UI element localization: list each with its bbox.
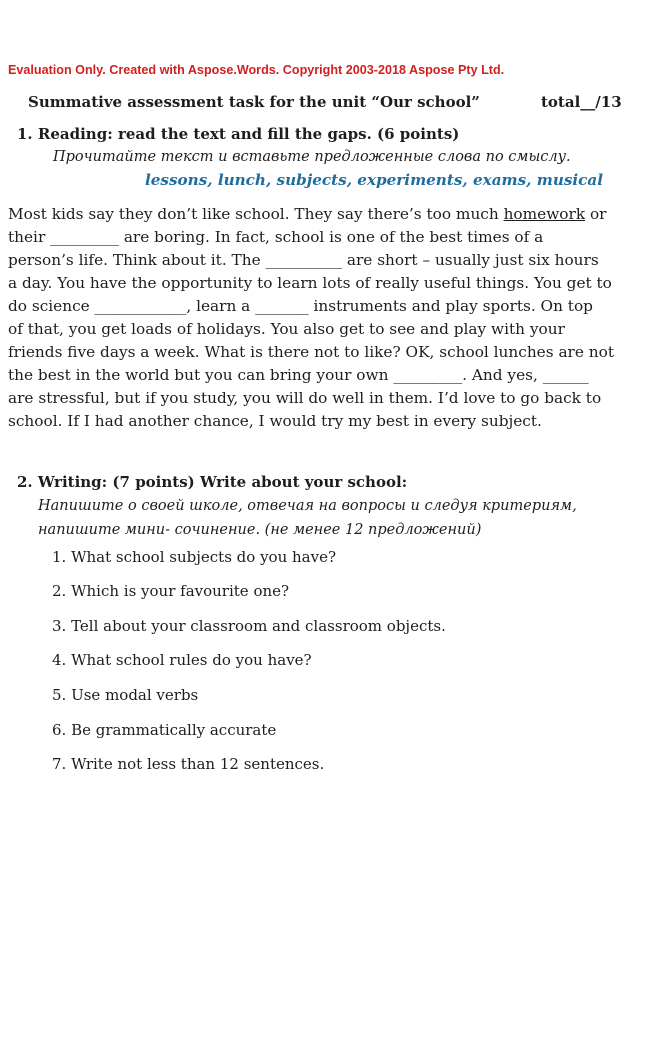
writing-criterion: 7. Write not less than 12 sentences. — [52, 755, 325, 773]
task2-instruction-1: Напишите о своей школе, отвечая на вопросы и следуя критериям, — [38, 498, 577, 514]
watermark: Evaluation Only. Created with Aspose.Words. Copyright 2003-2018 Aspose Pty Ltd. — [8, 63, 505, 77]
text-line-9: are stressful, but if you study, you will do well in them. I’d love to go back to — [8, 389, 602, 407]
word-bank: lessons, lunch, subjects, experiments, exams, musical — [145, 171, 604, 189]
document-title: Summative assessment task for the unit “Our school” — [28, 93, 480, 111]
text-line-2: their _________ are boring. In fact, school is one of the best times of a — [8, 228, 544, 246]
writing-criterion: 5. Use modal verbs — [52, 686, 199, 704]
total-score: total__/13 — [541, 93, 622, 111]
writing-criterion: 3. Tell about your classroom and classroom objects. — [52, 617, 446, 635]
task2-title: 2. Writing: (7 points) Write about your school: — [17, 473, 408, 491]
text-line-8: the best in the world but you can bring your own _________. And yes, ______ — [8, 366, 589, 384]
task1-title: 1. Reading: read the text and fill the gaps. (6 points) — [17, 125, 460, 143]
writing-criterion: 4. What school rules do you have? — [52, 651, 312, 669]
task1-instruction: Прочитайте текст и вставьте предложенные слова по смыслу. — [53, 149, 571, 165]
underlined-word: homework — [503, 205, 586, 223]
text-line-5: do science ____________, learn a _______ instruments and play sports. On top — [8, 297, 593, 315]
writing-criterion: 2. Which is your favourite one? — [52, 582, 290, 600]
text-line-7: friends five days a week. What is there not to like? OK, school lunches are not — [8, 343, 614, 361]
task2-instruction-2: напишите мини- сочинение. (не менее 12 предложений) — [38, 522, 482, 538]
text-line-3: person’s life. Think about it. The __________ are short – usually just six hours — [8, 251, 599, 269]
writing-criterion: 6. Be grammatically accurate — [52, 721, 277, 739]
reading-text — [8, 203, 638, 433]
text-line-6: of that, you get loads of holidays. You also get to see and play with your — [8, 320, 565, 338]
writing-criterion: 1. What school subjects do you have? — [52, 548, 336, 566]
text-line-4: a day. You have the opportunity to learn lots of really useful things. You get to — [8, 274, 612, 292]
text-line-1: Most kids say they don’t like school. They say there’s too much homework or — [8, 205, 607, 223]
text-line-10: school. If I had another chance, I would try my best in every subject. — [8, 412, 542, 430]
